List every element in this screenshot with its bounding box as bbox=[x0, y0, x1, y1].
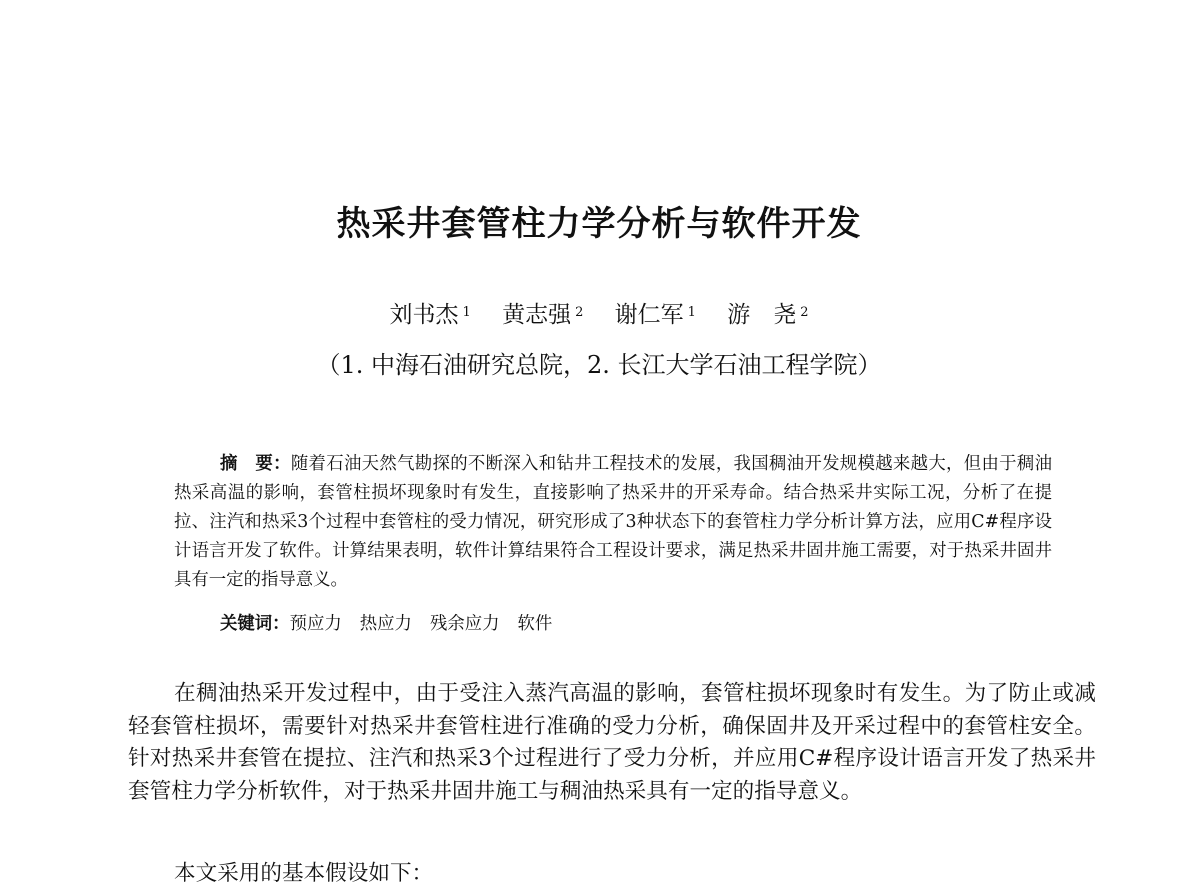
keyword: 残余应力 bbox=[429, 614, 500, 634]
body-paragraph: 本文采用的基本假设如下： bbox=[174, 861, 434, 886]
keyword: 热应力 bbox=[359, 614, 412, 634]
author-affiliation-mark: 2 bbox=[575, 305, 584, 320]
author-name: 黄志强 bbox=[502, 302, 572, 328]
author bbox=[727, 298, 808, 332]
author bbox=[502, 298, 583, 332]
keyword: 软件 bbox=[517, 614, 553, 634]
author bbox=[389, 298, 470, 332]
abstract bbox=[174, 450, 1052, 595]
paper-title: 热采井套管柱力学分析与软件开发 bbox=[336, 204, 862, 244]
author bbox=[615, 298, 696, 332]
keywords-label: 关键词： bbox=[220, 614, 290, 634]
abstract-text: 随着石油天然气勘探的不断深入和钻井工程技术的发展，我国稠油开发规模越来越大，但由于稠油热采高温的影响，套管柱损坏现象时有发生，直接影响了热采井的开采寿命。结合热采井实际工况，分析了在提拉、注汽和热采3个过程中套管柱的受力情况，研究形成了3种状态下的套管柱力学分析计算方法，应用C#程序设计语言开发了软件。计算结果表明，软件计算结果符合工程设计要求，满足热采井固井施工需要，对于热采井固井具有一定的指导意义。 bbox=[174, 454, 1052, 590]
keywords bbox=[220, 610, 1050, 638]
author-list bbox=[0, 298, 1198, 332]
author-affiliation-mark: 1 bbox=[687, 305, 696, 320]
author-name: 刘书杰 bbox=[389, 302, 459, 328]
keyword: 预应力 bbox=[289, 614, 342, 634]
body-paragraph: 在稠油热采开发过程中，由于受注入蒸汽高温的影响，套管柱损坏现象时有发生。为了防止或减轻套管柱损坏，需要针对热采井套管柱进行准确的受力分析，确保固井及开采过程中的套管柱安全。针对热采井套管在提拉、注汽和热采3个过程进行了受力分析，并应用C#程序设计语言开发了热采井套管柱力学分析软件，对于热采井固井施工与稠油热采具有一定的指导意义。 bbox=[128, 681, 1096, 804]
author-name: 游 尧 bbox=[727, 302, 797, 328]
abstract-label: 摘 要： bbox=[220, 454, 291, 474]
affiliations: （1. 中海石油研究总院，2. 长江大学石油工程学院） bbox=[316, 351, 882, 379]
author-affiliation-mark: 2 bbox=[800, 305, 809, 320]
author-affiliation-mark: 1 bbox=[462, 305, 471, 320]
author-name: 谢仁军 bbox=[614, 302, 684, 328]
